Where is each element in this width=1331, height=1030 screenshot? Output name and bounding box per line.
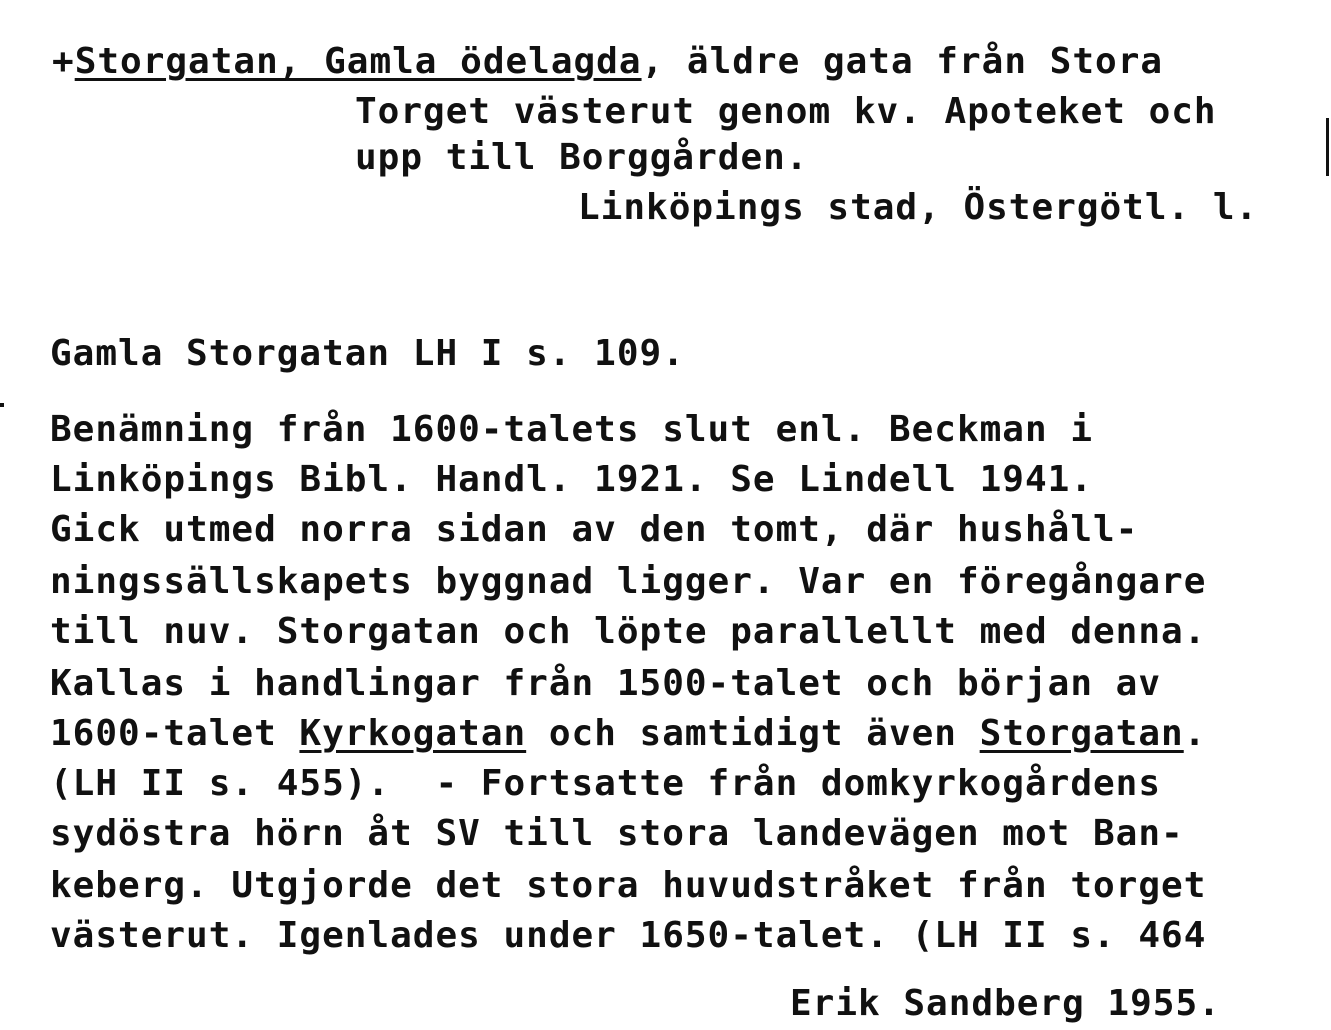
- dagger-marker: +: [52, 41, 75, 82]
- body-line-7: [50, 713, 1207, 754]
- body-line-8: (LH II s. 455). - Fortsatte från domkyrkogårdens: [50, 763, 1162, 804]
- header-line-2: Torget västerut genom kv. Apoteket och: [355, 91, 1217, 132]
- card-edge-mark: [1326, 118, 1329, 176]
- body-line-4: ningssällskapets byggnad ligger. Var en föregångare: [50, 561, 1207, 602]
- location-line: Linköpings stad, Östergötl. l.: [578, 187, 1259, 228]
- header-line-1: [52, 41, 1164, 82]
- header-line-1-rest: , äldre gata från Stora: [641, 41, 1164, 82]
- body-line-9: sydöstra hörn åt SV till stora landevägen mot Ban-: [50, 813, 1184, 854]
- ink-speck: [0, 403, 4, 407]
- body-line-1: Benämning från 1600-talets slut enl. Beckman i: [50, 409, 1093, 450]
- body-line-5: till nuv. Storgatan och löpte parallellt med denna.: [50, 611, 1207, 652]
- body-line-6: Kallas i handlingar från 1500-talet och början av: [50, 663, 1162, 704]
- body-line-7-a: 1600-talet: [50, 713, 300, 754]
- header-line-3: upp till Borggården.: [355, 137, 809, 178]
- signature: Erik Sandberg 1955.: [790, 983, 1221, 1024]
- body-line-3: Gick utmed norra sidan av den tomt, där hushåll-: [50, 509, 1139, 550]
- body-line-7-c: .: [1183, 713, 1207, 754]
- body-line-7-b: och samtidigt även: [526, 713, 980, 754]
- body-line-10: keberg. Utgjorde det stora huvudstråket från torget: [50, 865, 1207, 906]
- reference-line: Gamla Storgatan LH I s. 109.: [50, 333, 685, 374]
- headword: Storgatan, Gamla ödelagda: [74, 41, 642, 82]
- kyrkogatan-underlined: Kyrkogatan: [299, 713, 527, 754]
- body-line-11: västerut. Igenlades under 1650-talet. (LH II s. 464: [50, 915, 1207, 956]
- storgatan-underlined: Storgatan: [979, 713, 1184, 754]
- body-line-2: Linköpings Bibl. Handl. 1921. Se Lindell 1941.: [50, 459, 1093, 500]
